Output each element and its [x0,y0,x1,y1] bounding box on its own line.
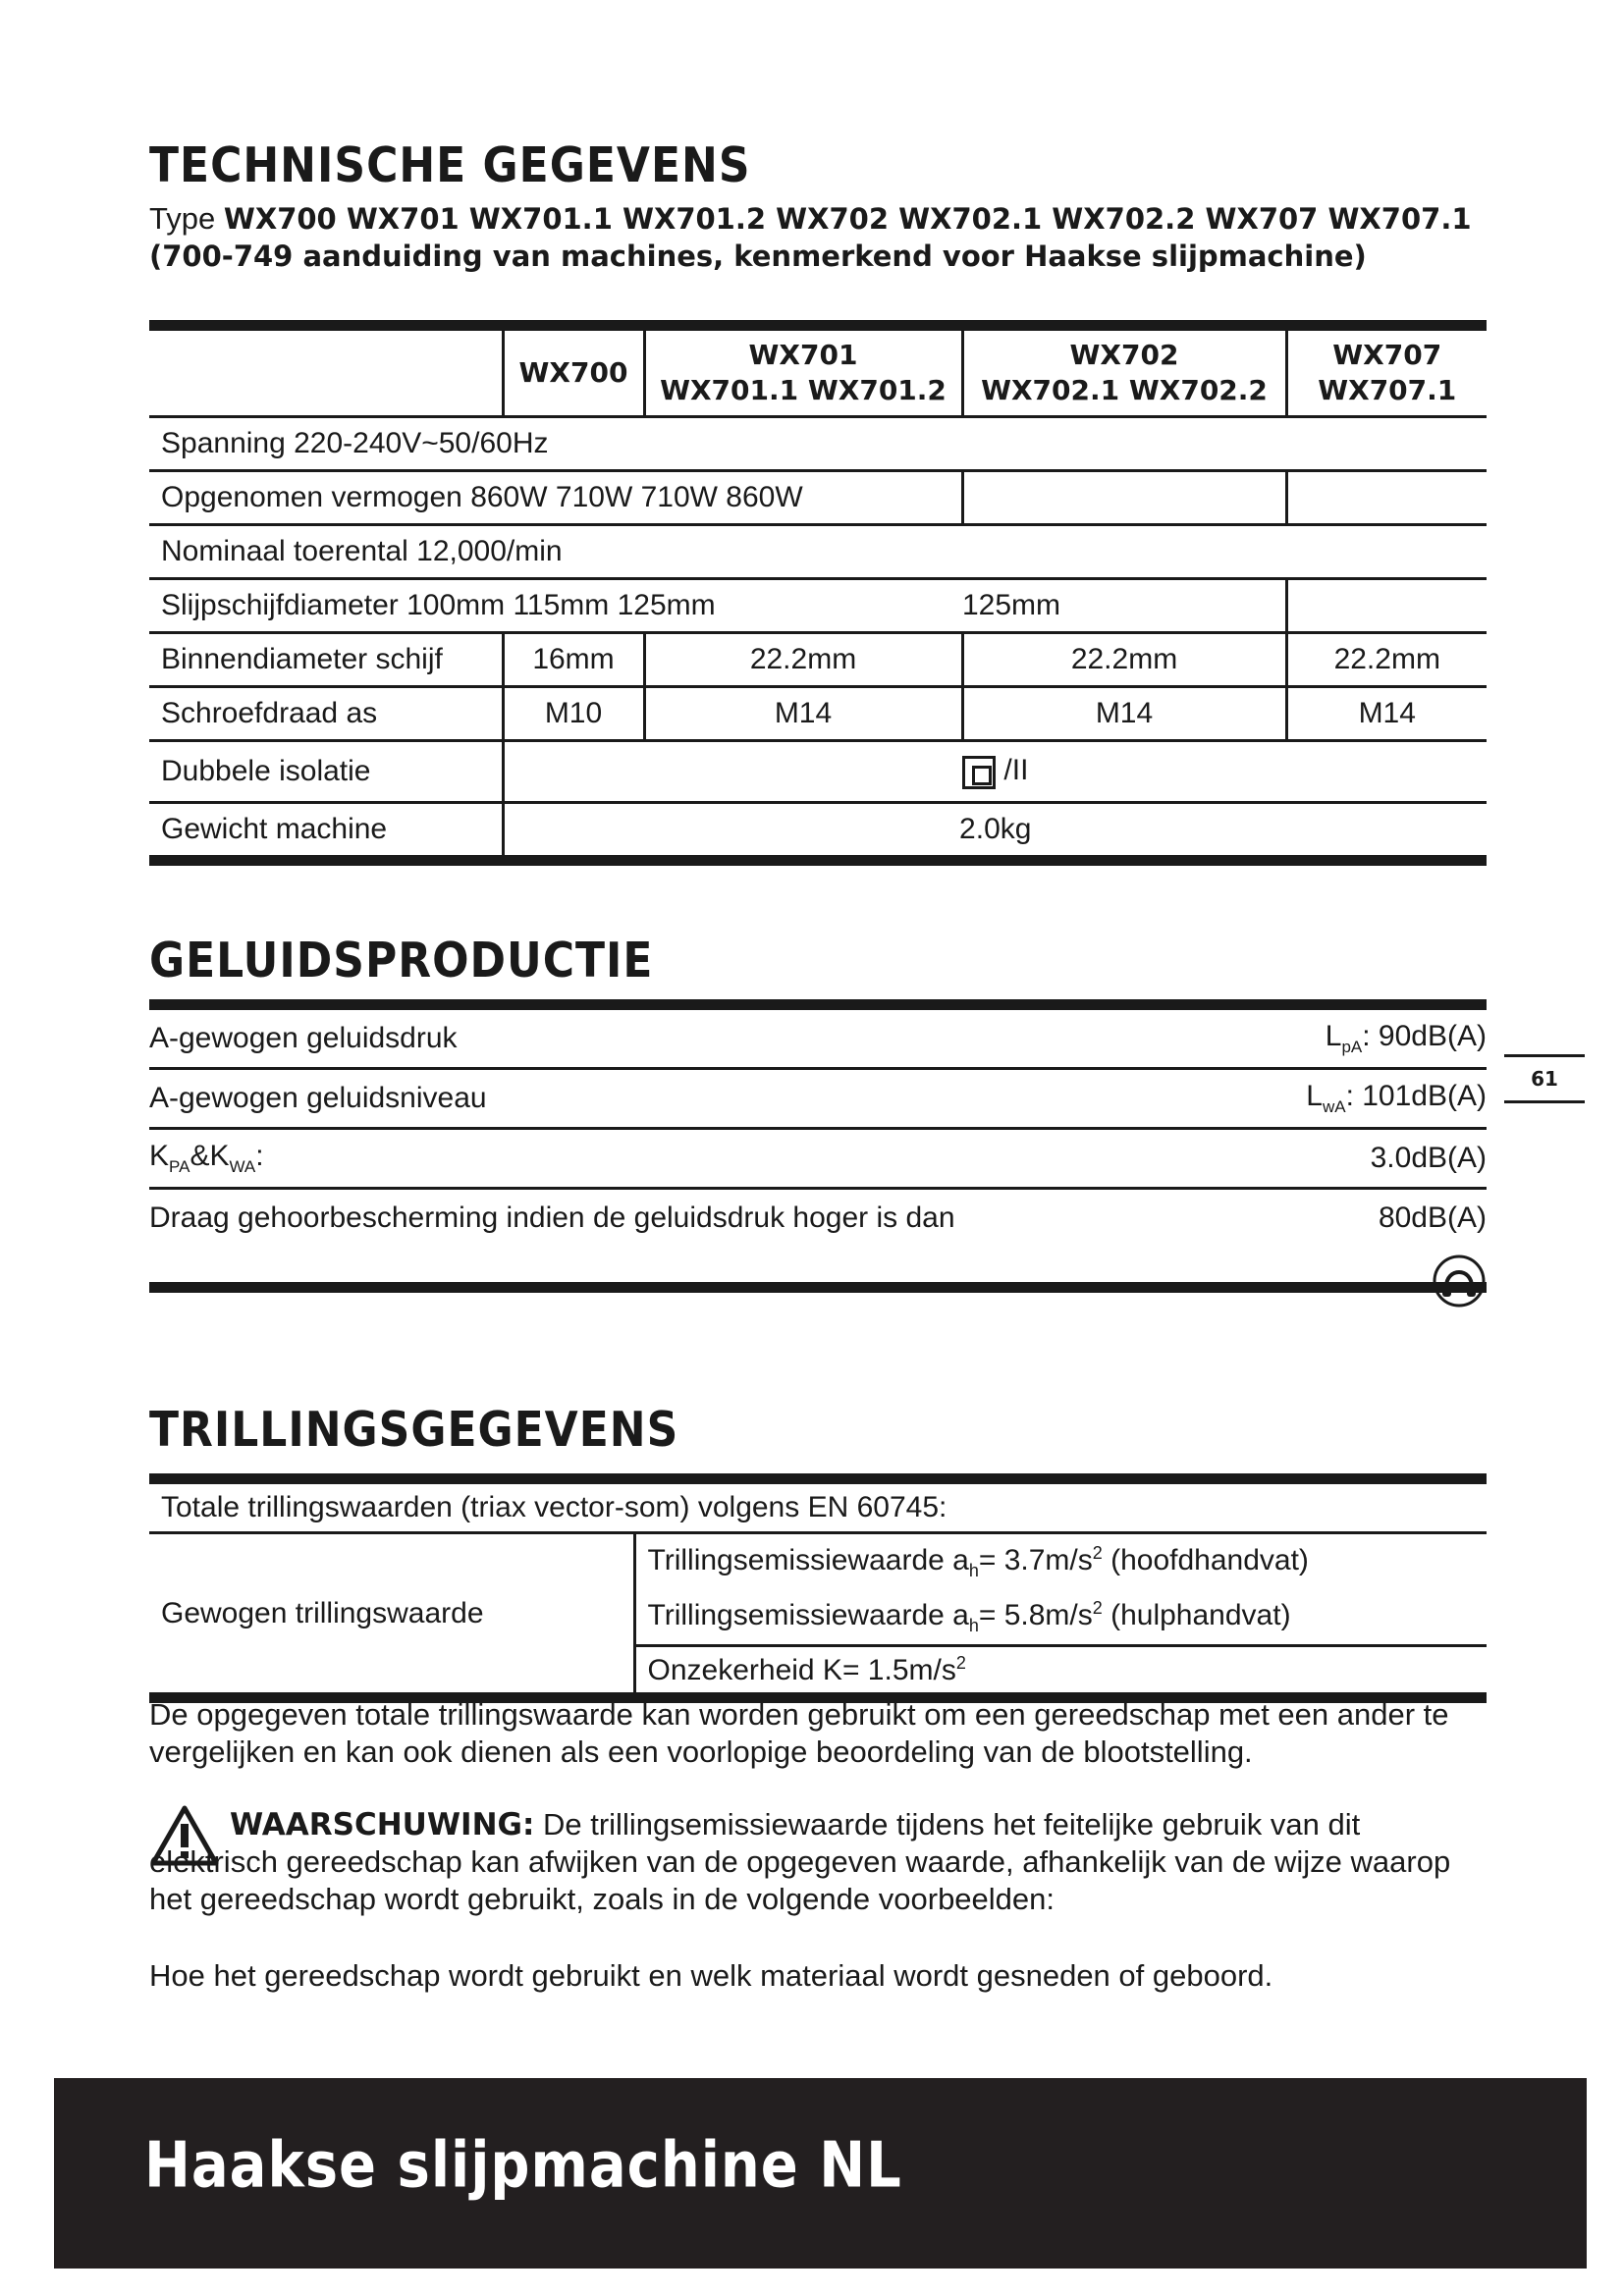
page-number: 61 [1531,1067,1558,1091]
table-row [149,1479,1487,1533]
header-empty-cell [149,326,503,417]
table-row [149,687,1487,741]
thread-value: M14 [644,687,962,741]
table-row [149,471,1487,525]
table-row [149,417,1487,471]
weighted-vibration-label: Gewogen trillingswaarde [161,1596,484,1629]
empty-cell [1286,471,1487,525]
vibration-values-cell [634,1533,1487,1646]
warning-label: WAARSCHUWING: [230,1807,535,1842]
vibration-aux-handle: Trillingsemissiewaarde $a_h= 5.8m/s^2$ (hulphandvat) [647,1598,1291,1635]
thread-label: Schroefdraad as [149,687,503,741]
sound-heading: GELUIDSPRODUCTIE [149,933,654,989]
disc-diameter-extra-cell: 125mm [962,579,1286,633]
type-models: WX700 WX701 WX701.1 WX701.2 WX702 WX702.1 WX702.2 WX707 WX707.1 (700-749 aanduiding van machines, kenmerkend voor Haakse slijpmachine) [149,202,1472,273]
page-number-block [1504,1050,1585,1107]
insulation-label: Dubbele isolatie [149,741,503,803]
vibration-main-handle: Trillingsemissiewaarde $a_h= 3.7m/s^2$ (hoofdhandvat) [647,1543,1309,1580]
header-wx707: WX707 WX707.1 [1286,326,1487,417]
bore-value: 22.2mm [1286,633,1487,687]
type-label: Type [149,201,216,236]
table-header-row [149,326,1487,417]
double-insulation-icon [962,756,996,789]
bore-value: 22.2mm [644,633,962,687]
sound-power-label: A-gewogen geluidsniveau [149,1082,487,1114]
footer-banner [54,2078,1587,2269]
hearing-protection-row [149,1190,1487,1247]
vibration-data-table [149,1473,1487,1703]
type-description [149,200,1485,275]
insulation-value: /II [1003,754,1029,787]
speed-cell: Nominaal toerental 12,000/min [149,525,1487,579]
bore-label: Binnendiameter schijf [149,633,503,687]
table-row [149,741,1487,803]
thread-value: M14 [962,687,1286,741]
page-number-rule-top [1504,1054,1585,1057]
empty-cell [1286,579,1487,633]
header-wx700: WX700 [503,326,644,417]
weight-value: 2.0kg [503,803,1487,861]
bore-value: 16mm [503,633,644,687]
table-row [149,525,1487,579]
vibration-paragraph: De opgegeven totale trillingswaarde kan worden gebruikt om een gereedschap met een ander te vergelijken en kan ook dienen als een voorlopige beoordeling van de blootstelling. [149,1697,1449,1769]
footer-title: Haakse slijpmachine NL [144,2129,902,2203]
uncertainty-label: $K_{PA}\&K_{WA}$: [149,1140,264,1176]
insulation-value-cell [503,741,1487,803]
vibration-intro: Totale trillingswaarden (triax vector-som) volgens EN 60745: [149,1479,1487,1533]
technical-data-heading: TECHNISCHE GEGEVENS [149,137,751,194]
thread-value: M14 [1286,687,1487,741]
table-row [149,1533,1487,1646]
sound-bottom-rule [149,1282,1487,1293]
table-row [149,633,1487,687]
sound-pressure-row [149,1010,1487,1070]
ear-protection-icon [1432,1254,1487,1308]
voltage-cell: Spanning 220-240V~50/60Hz [149,417,1487,471]
empty-cell [962,471,1286,525]
power-cell: Opgenomen vermogen 860W 710W 710W 860W [149,471,962,525]
sound-pressure-value: $L_{pA}$: 90dB(A) [1325,1020,1487,1056]
uncertainty-row [149,1130,1487,1190]
thread-value: M10 [503,687,644,741]
vibration-heading: TRILLINGSGEGEVENS [149,1402,679,1459]
sound-data-table [149,999,1487,1293]
header-wx701: WX701 WX701.1 WX701.2 [644,326,962,417]
hearing-protection-label: Draag gehoorbescherming indien de geluidsdruk hoger is dan [149,1201,955,1234]
sound-pressure-label: A-gewogen geluidsdruk [149,1022,458,1054]
table-row [149,803,1487,861]
table-row [149,579,1487,633]
weight-label: Gewicht machine [161,813,388,845]
sound-power-value: $L_{wA}$: 101dB(A) [1306,1080,1487,1116]
technical-data-table [149,320,1487,866]
usage-paragraph: Hoe het gereedschap wordt gebruikt en welk materiaal wordt gesneden of geboord. [149,1958,1273,1993]
header-wx702: WX702 WX702.1 WX702.2 [962,326,1286,417]
hearing-protection-value: 80dB(A) [1378,1201,1487,1234]
disc-diameter-cell: Slijpschijfdiameter 100mm 115mm 125mm [149,579,962,633]
warning-text: De trillingsemissiewaarde tijdens het feitelijke gebruik van dit elektrisch gereedschap kan afwijken van de opgegeven waarde, afhankelijk van de wijze waarop het gereedschap wordt gebruikt, zoals in de volgende voorbeelden: [149,1807,1451,1916]
sound-power-row [149,1070,1487,1130]
vibration-uncertainty: Onzekerheid $K= 1.5m/s^2$ [634,1646,1487,1698]
uncertainty-value: 3.0dB(A) [1370,1142,1487,1174]
page-number-rule-bottom [1504,1100,1585,1103]
bore-value: 22.2mm [962,633,1286,687]
warning-paragraph [149,1806,1494,1918]
